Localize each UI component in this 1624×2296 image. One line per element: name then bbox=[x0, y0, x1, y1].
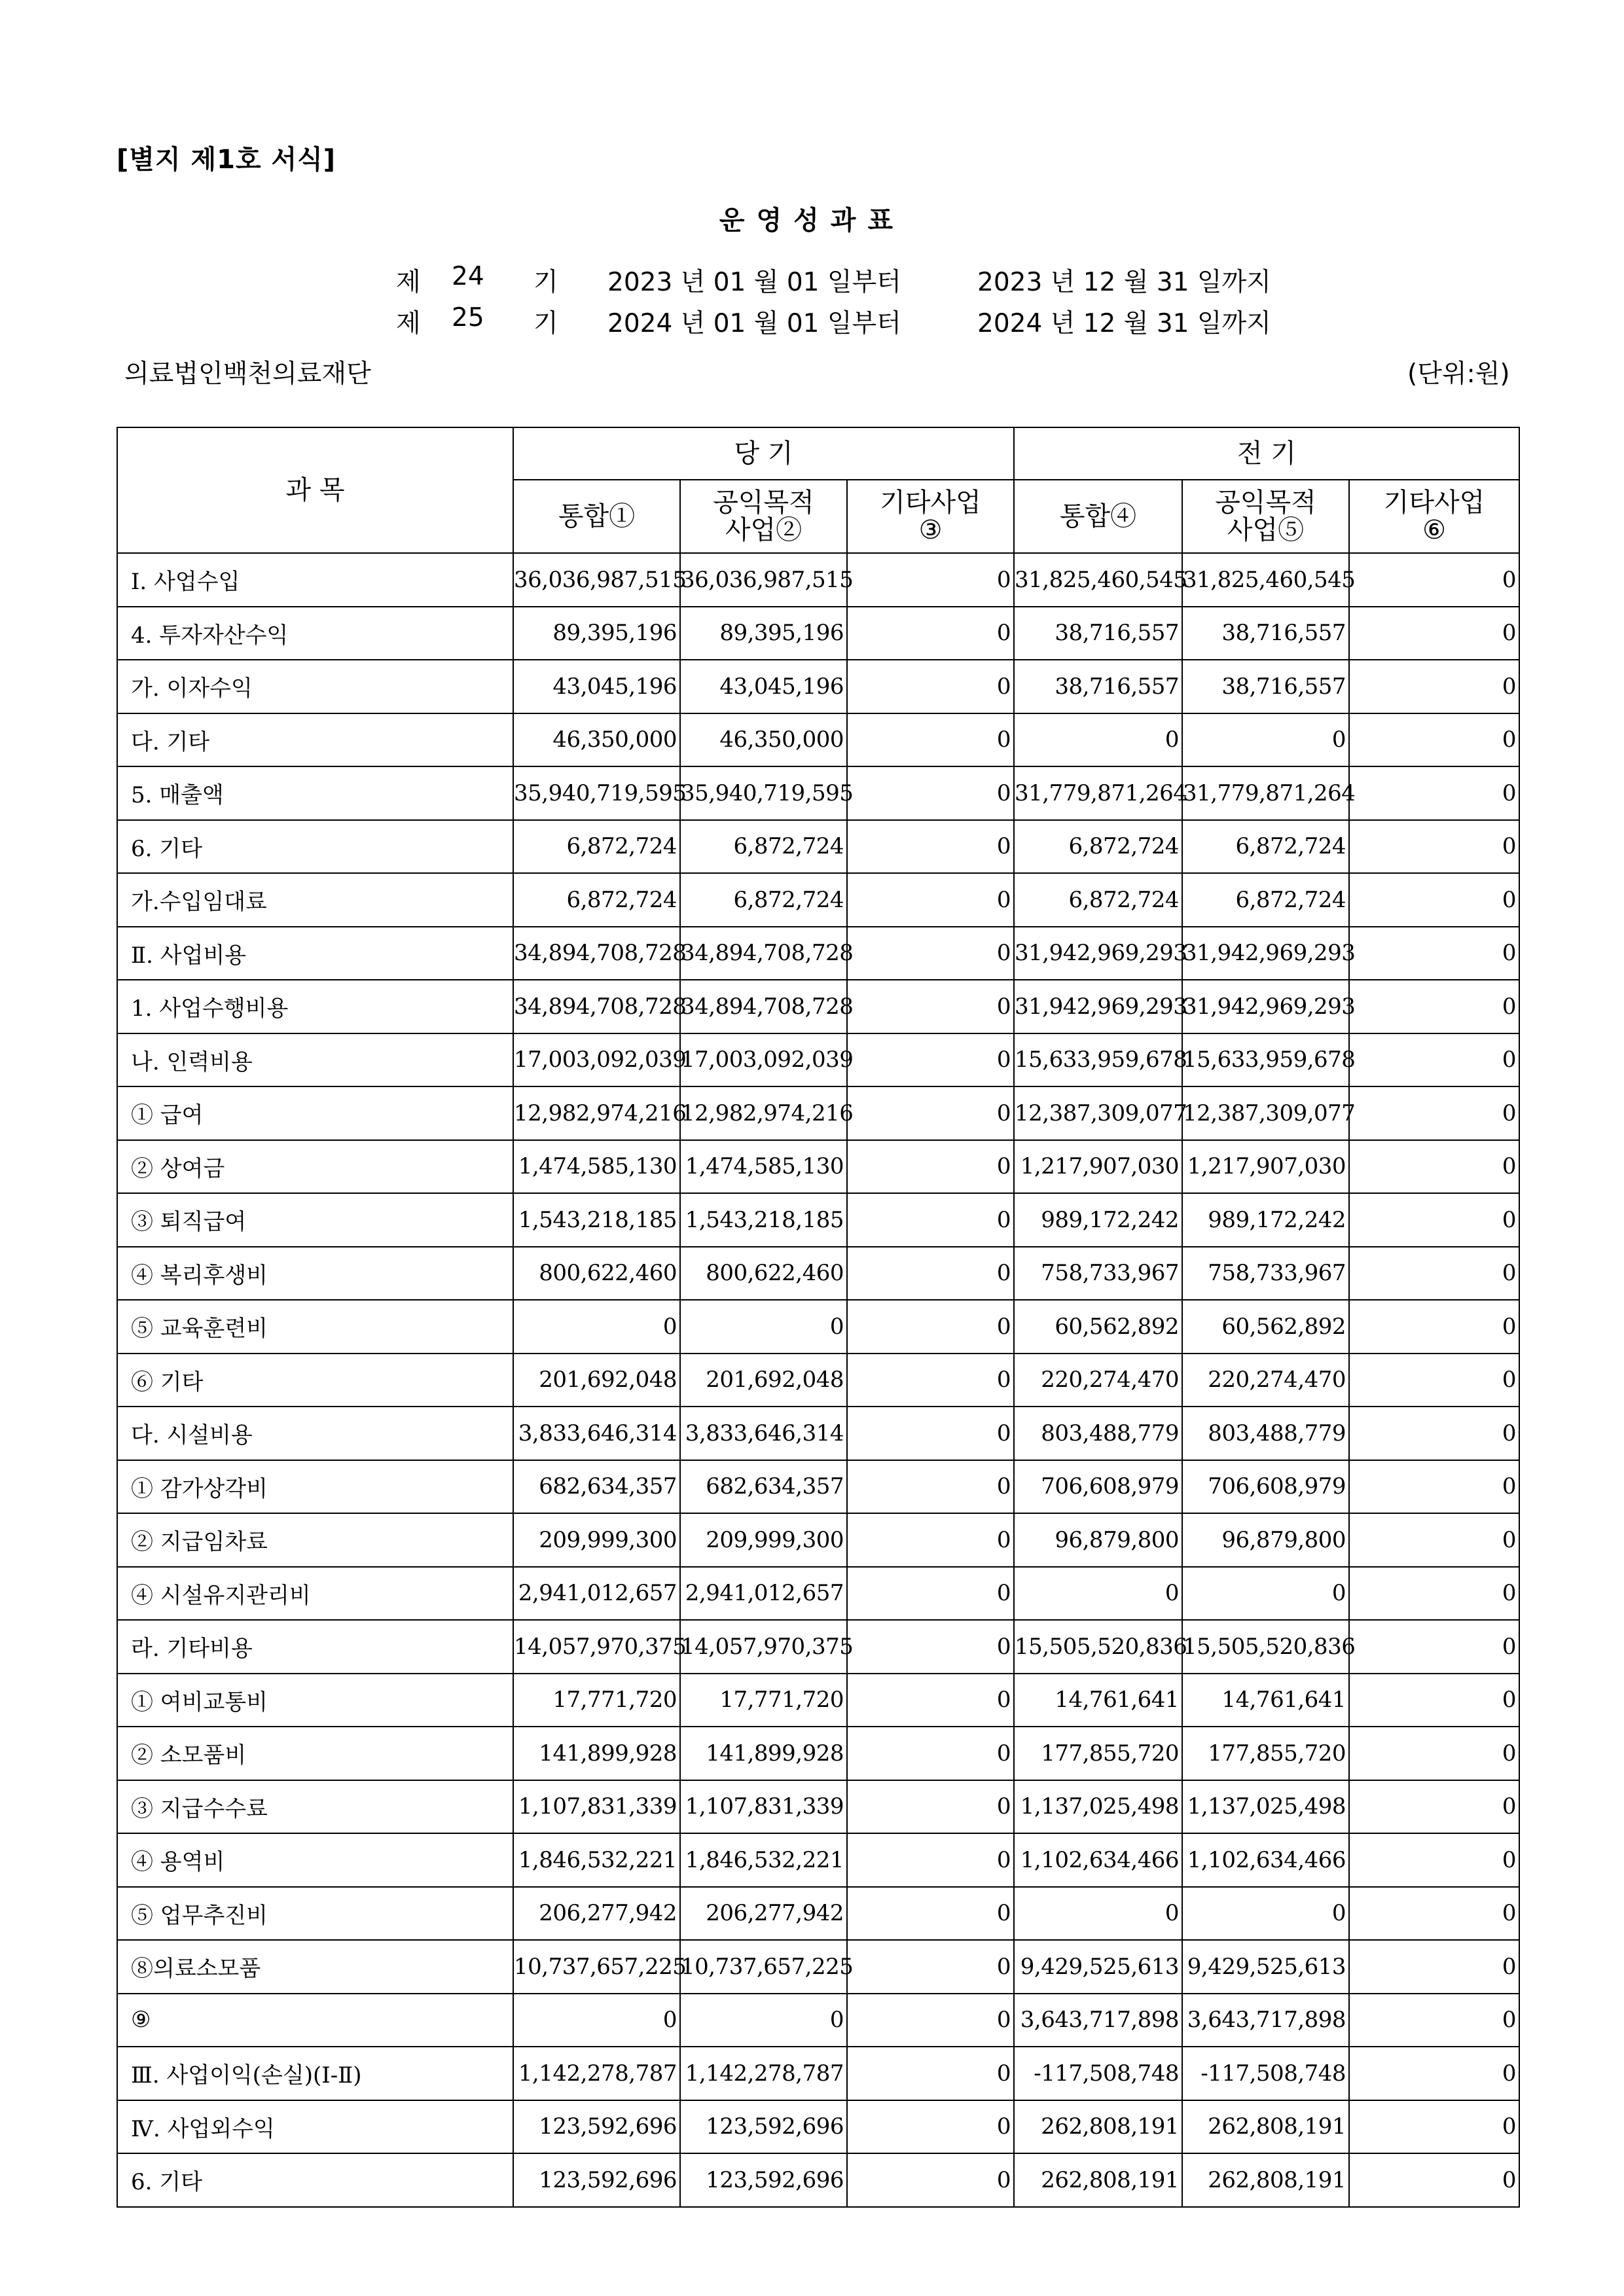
amount-cell: 0 bbox=[847, 1354, 1014, 1407]
amount-cell: 0 bbox=[847, 1407, 1014, 1460]
amount-cell: 0 bbox=[513, 1994, 680, 2047]
row-label: ③ 퇴직급여 bbox=[117, 1193, 513, 1247]
period-number: 25 bbox=[452, 303, 484, 332]
amount-cell: 0 bbox=[1349, 1513, 1519, 1567]
amount-cell: 17,003,092,039 bbox=[680, 1033, 847, 1087]
amount-cell: 0 bbox=[847, 1567, 1014, 1621]
amount-cell: 89,395,196 bbox=[513, 607, 680, 660]
amount-cell: 14,057,970,375 bbox=[680, 1620, 847, 1674]
amount-cell: 43,045,196 bbox=[680, 660, 847, 713]
subject-header: 과 목 bbox=[117, 427, 513, 553]
row-label: ① 감가상각비 bbox=[117, 1460, 513, 1514]
row-label: Ⅳ. 사업외수익 bbox=[117, 2100, 513, 2154]
row-label: ① 급여 bbox=[117, 1086, 513, 1140]
amount-cell: 34,894,708,728 bbox=[513, 927, 680, 980]
amount-cell: 12,387,309,077 bbox=[1182, 1086, 1349, 1140]
amount-cell: 10,737,657,225 bbox=[513, 1940, 680, 1994]
amount-cell: 96,879,800 bbox=[1014, 1513, 1182, 1567]
amount-cell: 0 bbox=[1349, 1354, 1519, 1407]
amount-cell: 12,982,974,216 bbox=[513, 1086, 680, 1140]
amount-cell: 0 bbox=[847, 927, 1014, 980]
amount-cell: 0 bbox=[847, 980, 1014, 1033]
amount-cell: 6,872,724 bbox=[513, 873, 680, 927]
amount-cell: 0 bbox=[1349, 1140, 1519, 1194]
amount-cell: 0 bbox=[847, 820, 1014, 874]
amount-cell: 89,395,196 bbox=[680, 607, 847, 660]
table-row bbox=[117, 1780, 1519, 1834]
row-label: ⑤ 교육훈련비 bbox=[117, 1300, 513, 1354]
amount-cell: -117,508,748 bbox=[1182, 2047, 1349, 2100]
amount-cell: 0 bbox=[1349, 980, 1519, 1033]
amount-cell: 0 bbox=[1349, 766, 1519, 820]
table-row bbox=[117, 1513, 1519, 1567]
amount-cell: 0 bbox=[1349, 1994, 1519, 2047]
amount-cell: 1,107,831,339 bbox=[680, 1780, 847, 1834]
row-label: 4. 투자자산수익 bbox=[117, 607, 513, 660]
row-label: Ⅲ. 사업이익(손실)(Ⅰ-Ⅱ) bbox=[117, 2047, 513, 2100]
table-row bbox=[117, 1994, 1519, 2047]
amount-cell: 0 bbox=[1349, 1033, 1519, 1087]
amount-cell: 1,543,218,185 bbox=[680, 1193, 847, 1247]
row-label: ④ 복리후생비 bbox=[117, 1247, 513, 1300]
amount-cell: 0 bbox=[1349, 1300, 1519, 1354]
row-label: Ⅰ. 사업수입 bbox=[117, 553, 513, 607]
amount-cell: 220,274,470 bbox=[1182, 1354, 1349, 1407]
amount-cell: 34,894,708,728 bbox=[680, 927, 847, 980]
table-row bbox=[117, 2100, 1519, 2154]
amount-cell: 706,608,979 bbox=[1182, 1460, 1349, 1514]
amount-cell: 220,274,470 bbox=[1014, 1354, 1182, 1407]
amount-cell: 803,488,779 bbox=[1182, 1407, 1349, 1460]
amount-cell: 6,872,724 bbox=[680, 873, 847, 927]
amount-cell: 0 bbox=[847, 766, 1014, 820]
table-row bbox=[117, 1940, 1519, 1994]
row-label: Ⅱ. 사업비용 bbox=[117, 927, 513, 980]
amount-cell: 803,488,779 bbox=[1014, 1407, 1182, 1460]
table-row bbox=[117, 1727, 1519, 1780]
amount-cell: 0 bbox=[847, 1513, 1014, 1567]
amount-cell: 0 bbox=[1182, 1567, 1349, 1621]
amount-cell: 123,592,696 bbox=[680, 2100, 847, 2154]
row-label: 6. 기타 bbox=[117, 2153, 513, 2207]
amount-cell: 0 bbox=[1349, 553, 1519, 607]
amount-cell: 201,692,048 bbox=[680, 1354, 847, 1407]
amount-cell: 206,277,942 bbox=[513, 1887, 680, 1941]
amount-cell: 0 bbox=[847, 1620, 1014, 1674]
amount-cell: 2,941,012,657 bbox=[680, 1567, 847, 1621]
amount-cell: 3,833,646,314 bbox=[513, 1407, 680, 1460]
amount-cell: 1,102,634,466 bbox=[1014, 1833, 1182, 1887]
amount-cell: 3,643,717,898 bbox=[1182, 1994, 1349, 2047]
amount-cell: 0 bbox=[1349, 927, 1519, 980]
table-row bbox=[117, 1620, 1519, 1674]
period-row-2 bbox=[0, 303, 1624, 336]
period-start-date: 2023 년 01 월 01 일부터 bbox=[607, 268, 901, 297]
row-label: ⑥ 기타 bbox=[117, 1354, 513, 1407]
amount-cell: -117,508,748 bbox=[1014, 2047, 1182, 2100]
amount-cell: 17,771,720 bbox=[680, 1674, 847, 1727]
amount-cell: 0 bbox=[1349, 1193, 1519, 1247]
amount-cell: 6,872,724 bbox=[1014, 873, 1182, 927]
amount-cell: 0 bbox=[847, 2153, 1014, 2207]
amount-cell: 0 bbox=[847, 660, 1014, 713]
amount-cell: 758,733,967 bbox=[1014, 1247, 1182, 1300]
amount-cell: 262,808,191 bbox=[1182, 2153, 1349, 2207]
amount-cell: 1,217,907,030 bbox=[1182, 1140, 1349, 1194]
amount-cell: 17,771,720 bbox=[513, 1674, 680, 1727]
table-row bbox=[117, 1407, 1519, 1460]
amount-cell: 3,643,717,898 bbox=[1014, 1994, 1182, 2047]
amount-cell: 9,429,525,613 bbox=[1014, 1940, 1182, 1994]
amount-cell: 6,872,724 bbox=[680, 820, 847, 874]
table-row bbox=[117, 1300, 1519, 1354]
amount-cell: 1,102,634,466 bbox=[1182, 1833, 1349, 1887]
row-label: ⑤ 업무추진비 bbox=[117, 1887, 513, 1941]
amount-cell: 123,592,696 bbox=[513, 2153, 680, 2207]
amount-cell: 38,716,557 bbox=[1014, 660, 1182, 713]
amount-cell: 60,562,892 bbox=[1182, 1300, 1349, 1354]
amount-cell: 1,474,585,130 bbox=[513, 1140, 680, 1194]
amount-cell: 0 bbox=[1014, 1887, 1182, 1941]
period-prefix: 제 bbox=[396, 268, 421, 297]
amount-cell: 0 bbox=[1349, 1887, 1519, 1941]
amount-cell: 31,942,969,293 bbox=[1182, 927, 1349, 980]
amount-cell: 989,172,242 bbox=[1182, 1193, 1349, 1247]
amount-cell: 0 bbox=[847, 2100, 1014, 2154]
table-row bbox=[117, 820, 1519, 874]
amount-cell: 0 bbox=[1014, 713, 1182, 767]
table-row bbox=[117, 1354, 1519, 1407]
table-row bbox=[117, 1833, 1519, 1887]
table-row bbox=[117, 2047, 1519, 2100]
amount-cell: 0 bbox=[847, 1994, 1014, 2047]
unit-label: (단위:원) bbox=[1407, 359, 1510, 389]
amount-cell: 31,825,460,545 bbox=[1182, 553, 1349, 607]
table-row bbox=[117, 713, 1519, 767]
amount-cell: 31,942,969,293 bbox=[1014, 980, 1182, 1033]
table-row bbox=[117, 1674, 1519, 1727]
amount-cell: 0 bbox=[1349, 713, 1519, 767]
amount-cell: 0 bbox=[847, 1887, 1014, 1941]
amount-cell: 34,894,708,728 bbox=[513, 980, 680, 1033]
amount-cell: 141,899,928 bbox=[680, 1727, 847, 1780]
row-label: 6. 기타 bbox=[117, 820, 513, 874]
table-row bbox=[117, 660, 1519, 713]
form-label: [별지 제1호 서식] bbox=[117, 145, 336, 175]
amount-cell: 60,562,892 bbox=[1014, 1300, 1182, 1354]
amount-cell: 800,622,460 bbox=[680, 1247, 847, 1300]
amount-cell: 758,733,967 bbox=[1182, 1247, 1349, 1300]
period-row-1 bbox=[0, 262, 1624, 295]
amount-cell: 0 bbox=[1349, 1407, 1519, 1460]
amount-cell: 17,003,092,039 bbox=[513, 1033, 680, 1087]
amount-cell: 0 bbox=[1349, 1727, 1519, 1780]
amount-cell: 43,045,196 bbox=[513, 660, 680, 713]
amount-cell: 0 bbox=[847, 1780, 1014, 1834]
prior-period-header: 전 기 bbox=[1014, 427, 1519, 480]
amount-cell: 14,761,641 bbox=[1182, 1674, 1349, 1727]
amount-cell: 989,172,242 bbox=[1014, 1193, 1182, 1247]
period-suffix: 기 bbox=[533, 268, 558, 297]
amount-cell: 177,855,720 bbox=[1014, 1727, 1182, 1780]
amount-cell: 31,779,871,264 bbox=[1014, 766, 1182, 820]
row-label: 가.수입임대료 bbox=[117, 873, 513, 927]
amount-cell: 800,622,460 bbox=[513, 1247, 680, 1300]
row-label: ⑧의료소모품 bbox=[117, 1940, 513, 1994]
amount-cell: 0 bbox=[1349, 1086, 1519, 1140]
amount-cell: 6,872,724 bbox=[513, 820, 680, 874]
column-header: 통합④ bbox=[1014, 480, 1182, 553]
amount-cell: 6,872,724 bbox=[1182, 820, 1349, 874]
amount-cell: 0 bbox=[847, 1940, 1014, 1994]
row-label: ② 상여금 bbox=[117, 1140, 513, 1194]
amount-cell: 0 bbox=[847, 873, 1014, 927]
amount-cell: 0 bbox=[1349, 1674, 1519, 1727]
column-header: 공익목적 사업② bbox=[680, 480, 847, 553]
column-header: 공익목적 사업⑤ bbox=[1182, 480, 1349, 553]
amount-cell: 0 bbox=[1349, 1780, 1519, 1834]
amount-cell: 9,429,525,613 bbox=[1182, 1940, 1349, 1994]
row-label: ⑨ bbox=[117, 1994, 513, 2047]
table-row bbox=[117, 1140, 1519, 1194]
amount-cell: 0 bbox=[847, 1033, 1014, 1087]
amount-cell: 682,634,357 bbox=[513, 1460, 680, 1514]
amount-cell: 0 bbox=[1349, 1460, 1519, 1514]
amount-cell: 262,808,191 bbox=[1014, 2153, 1182, 2207]
amount-cell: 0 bbox=[513, 1300, 680, 1354]
table-row bbox=[117, 980, 1519, 1033]
row-label: ② 지급임차료 bbox=[117, 1513, 513, 1567]
amount-cell: 0 bbox=[1349, 1620, 1519, 1674]
amount-cell: 0 bbox=[847, 713, 1014, 767]
document-title: 운영성과표 bbox=[719, 206, 905, 236]
column-header: 기타사업 ③ bbox=[847, 480, 1014, 553]
row-label: 가. 이자수익 bbox=[117, 660, 513, 713]
amount-cell: 1,543,218,185 bbox=[513, 1193, 680, 1247]
row-label: 나. 인력비용 bbox=[117, 1033, 513, 1087]
row-label: 1. 사업수행비용 bbox=[117, 980, 513, 1033]
amount-cell: 0 bbox=[1182, 713, 1349, 767]
amount-cell: 0 bbox=[1349, 2153, 1519, 2207]
amount-cell: 38,716,557 bbox=[1182, 660, 1349, 713]
amount-cell: 262,808,191 bbox=[1182, 2100, 1349, 2154]
amount-cell: 36,036,987,515 bbox=[680, 553, 847, 607]
amount-cell: 2,941,012,657 bbox=[513, 1567, 680, 1621]
amount-cell: 0 bbox=[847, 1727, 1014, 1780]
period-start-date: 2024 년 01 월 01 일부터 bbox=[607, 309, 901, 338]
organization-name: 의료법인백천의료재단 bbox=[124, 359, 371, 389]
period-number: 24 bbox=[452, 262, 484, 291]
amount-cell: 96,879,800 bbox=[1182, 1513, 1349, 1567]
table-row bbox=[117, 873, 1519, 927]
amount-cell: 1,846,532,221 bbox=[513, 1833, 680, 1887]
operating-results-table bbox=[117, 427, 1520, 2208]
amount-cell: 0 bbox=[1349, 1567, 1519, 1621]
amount-cell: 38,716,557 bbox=[1014, 607, 1182, 660]
amount-cell: 0 bbox=[1349, 873, 1519, 927]
table-row bbox=[117, 1086, 1519, 1140]
amount-cell: 0 bbox=[1349, 1247, 1519, 1300]
row-label: 5. 매출액 bbox=[117, 766, 513, 820]
amount-cell: 15,633,959,678 bbox=[1014, 1033, 1182, 1087]
amount-cell: 209,999,300 bbox=[680, 1513, 847, 1567]
amount-cell: 0 bbox=[1349, 820, 1519, 874]
period-prefix: 제 bbox=[396, 309, 421, 338]
amount-cell: 46,350,000 bbox=[513, 713, 680, 767]
row-label: ④ 시설유지관리비 bbox=[117, 1567, 513, 1621]
amount-cell: 31,942,969,293 bbox=[1014, 927, 1182, 980]
amount-cell: 3,833,646,314 bbox=[680, 1407, 847, 1460]
amount-cell: 706,608,979 bbox=[1014, 1460, 1182, 1514]
amount-cell: 0 bbox=[847, 553, 1014, 607]
amount-cell: 206,277,942 bbox=[680, 1887, 847, 1941]
table-row bbox=[117, 1460, 1519, 1514]
amount-cell: 36,036,987,515 bbox=[513, 553, 680, 607]
amount-cell: 177,855,720 bbox=[1182, 1727, 1349, 1780]
row-label: ② 소모품비 bbox=[117, 1727, 513, 1780]
amount-cell: 0 bbox=[680, 1994, 847, 2047]
amount-cell: 1,217,907,030 bbox=[1014, 1140, 1182, 1194]
amount-cell: 0 bbox=[1182, 1887, 1349, 1941]
table-row bbox=[117, 766, 1519, 820]
amount-cell: 15,505,520,836 bbox=[1182, 1620, 1349, 1674]
amount-cell: 682,634,357 bbox=[680, 1460, 847, 1514]
amount-cell: 0 bbox=[1349, 2100, 1519, 2154]
amount-cell: 38,716,557 bbox=[1182, 607, 1349, 660]
amount-cell: 0 bbox=[847, 1460, 1014, 1514]
table-row bbox=[117, 1193, 1519, 1247]
row-label: ① 여비교통비 bbox=[117, 1674, 513, 1727]
table-row bbox=[117, 927, 1519, 980]
amount-cell: 0 bbox=[680, 1300, 847, 1354]
row-label: 다. 시설비용 bbox=[117, 1407, 513, 1460]
amount-cell: 0 bbox=[1349, 1940, 1519, 1994]
amount-cell: 123,592,696 bbox=[680, 2153, 847, 2207]
row-label: 라. 기타비용 bbox=[117, 1620, 513, 1674]
period-end-date: 2024 년 12 월 31 일까지 bbox=[977, 309, 1271, 338]
amount-cell: 0 bbox=[847, 607, 1014, 660]
amount-cell: 0 bbox=[847, 1140, 1014, 1194]
amount-cell: 14,761,641 bbox=[1014, 1674, 1182, 1727]
amount-cell: 1,107,831,339 bbox=[513, 1780, 680, 1834]
amount-cell: 15,633,959,678 bbox=[1182, 1033, 1349, 1087]
table-body bbox=[117, 553, 1519, 2207]
amount-cell: 1,142,278,787 bbox=[513, 2047, 680, 2100]
amount-cell: 0 bbox=[1349, 660, 1519, 713]
amount-cell: 12,387,309,077 bbox=[1014, 1086, 1182, 1140]
amount-cell: 0 bbox=[847, 1300, 1014, 1354]
amount-cell: 201,692,048 bbox=[513, 1354, 680, 1407]
amount-cell: 12,982,974,216 bbox=[680, 1086, 847, 1140]
amount-cell: 1,846,532,221 bbox=[680, 1833, 847, 1887]
table-row bbox=[117, 607, 1519, 660]
table-row bbox=[117, 1887, 1519, 1941]
amount-cell: 0 bbox=[847, 1833, 1014, 1887]
column-header: 기타사업 ⑥ bbox=[1349, 480, 1519, 553]
row-label: ④ 용역비 bbox=[117, 1833, 513, 1887]
amount-cell: 1,142,278,787 bbox=[680, 2047, 847, 2100]
amount-cell: 141,899,928 bbox=[513, 1727, 680, 1780]
table-row bbox=[117, 2153, 1519, 2207]
amount-cell: 35,940,719,595 bbox=[513, 766, 680, 820]
amount-cell: 262,808,191 bbox=[1014, 2100, 1182, 2154]
amount-cell: 0 bbox=[1349, 607, 1519, 660]
amount-cell: 31,825,460,545 bbox=[1014, 553, 1182, 607]
amount-cell: 209,999,300 bbox=[513, 1513, 680, 1567]
amount-cell: 0 bbox=[1014, 1567, 1182, 1621]
amount-cell: 0 bbox=[1349, 1833, 1519, 1887]
amount-cell: 1,137,025,498 bbox=[1014, 1780, 1182, 1834]
amount-cell: 1,137,025,498 bbox=[1182, 1780, 1349, 1834]
row-label: 다. 기타 bbox=[117, 713, 513, 767]
amount-cell: 0 bbox=[847, 1247, 1014, 1300]
amount-cell: 35,940,719,595 bbox=[680, 766, 847, 820]
amount-cell: 6,872,724 bbox=[1182, 873, 1349, 927]
table-row bbox=[117, 553, 1519, 607]
amount-cell: 31,779,871,264 bbox=[1182, 766, 1349, 820]
amount-cell: 34,894,708,728 bbox=[680, 980, 847, 1033]
amount-cell: 10,737,657,225 bbox=[680, 1940, 847, 1994]
amount-cell: 46,350,000 bbox=[680, 713, 847, 767]
current-period-header: 당 기 bbox=[513, 427, 1014, 480]
period-end-date: 2023 년 12 월 31 일까지 bbox=[977, 268, 1271, 297]
table-row bbox=[117, 1247, 1519, 1300]
column-header: 통합① bbox=[513, 480, 680, 553]
amount-cell: 1,474,585,130 bbox=[680, 1140, 847, 1194]
amount-cell: 0 bbox=[847, 1086, 1014, 1140]
table-row bbox=[117, 1567, 1519, 1621]
amount-cell: 31,942,969,293 bbox=[1182, 980, 1349, 1033]
amount-cell: 6,872,724 bbox=[1014, 820, 1182, 874]
amount-cell: 0 bbox=[1349, 2047, 1519, 2100]
amount-cell: 0 bbox=[847, 2047, 1014, 2100]
period-suffix: 기 bbox=[533, 309, 558, 338]
table-row bbox=[117, 1033, 1519, 1087]
amount-cell: 15,505,520,836 bbox=[1014, 1620, 1182, 1674]
row-label: ③ 지급수수료 bbox=[117, 1780, 513, 1834]
amount-cell: 123,592,696 bbox=[513, 2100, 680, 2154]
amount-cell: 0 bbox=[847, 1193, 1014, 1247]
amount-cell: 14,057,970,375 bbox=[513, 1620, 680, 1674]
amount-cell: 0 bbox=[847, 1674, 1014, 1727]
